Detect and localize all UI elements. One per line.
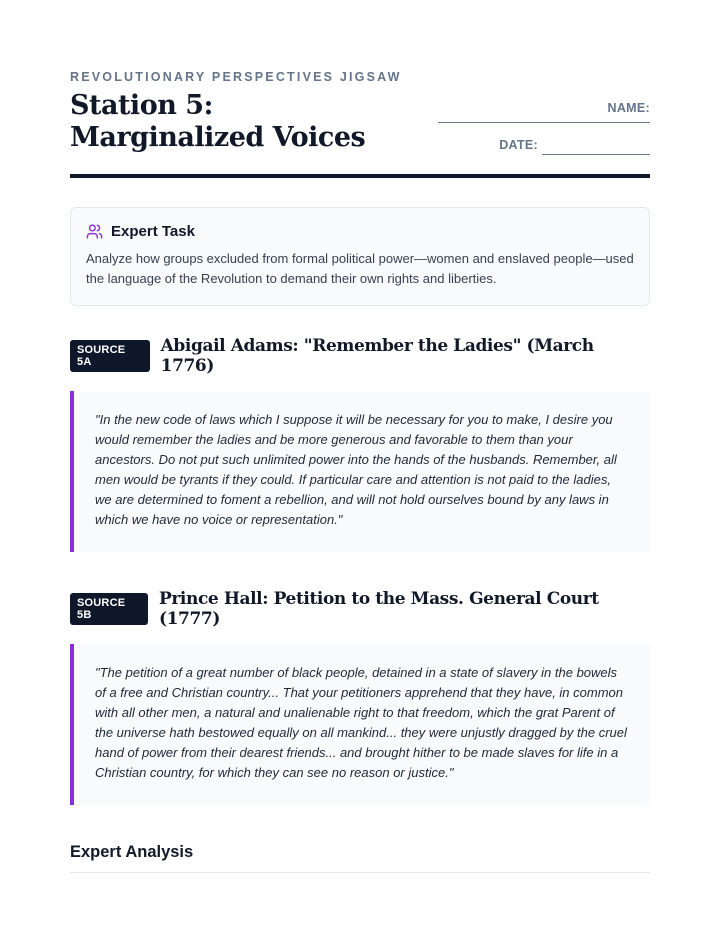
source-5a-badge: SOURCE 5A [70, 340, 150, 372]
source-5b [70, 589, 650, 805]
expert-analysis-section [70, 843, 650, 873]
source-5b-badge: SOURCE 5B [70, 593, 148, 625]
source-5a-title: Abigail Adams: "Remember the Ladies" (March 1776) [160, 336, 594, 376]
expert-task-body: Analyze how groups excluded from formal political power—women and enslaved people—used the language of the Revolution to demand their own rights and liberties. [86, 251, 634, 286]
source-5a-header [70, 336, 650, 376]
expert-task-title: Expert Task [111, 223, 195, 240]
source-5a-quote: "In the new code of laws which I suppose it will be necessary for you to make, I desire you would remember the ladies and be more generous and favorable to them than your ancestors. Do not put such unlimited power into the hands of the husbands. Remember, all men would be tyrants if they could. If particular care and attention is not paid to the ladies, we are determined to foment a rebellion, and will not hold ourselves bound by any laws in which we have no voice or representation." [70, 391, 650, 552]
name-field[interactable] [438, 121, 650, 123]
expert-task-box [70, 207, 650, 306]
worksheet-header [70, 0, 650, 178]
source-5a [70, 336, 650, 552]
source-5b-title: Prince Hall: Petition to the Mass. General Court (1777) [158, 589, 599, 629]
name-label: NAME: [607, 101, 650, 115]
users-icon [86, 223, 103, 240]
page-title: Station 5: Marginalized Voices [70, 90, 366, 153]
student-info [438, 98, 650, 155]
source-5b-quote: "The petition of a great number of black people, detained in a state of slavery in the bowels of a free and Christian country... That your petitioners apprehend that they have, in common with all other men, a natural and unalienable right to that freedom, which the grat Parent of the universe hath bestowed equally on all mankind... they were unjustly dragged by the cruel hand of power from their dearest friends... and brought hither to be made slaves for life in a Christian country, for which they can see no reason or justice." [70, 644, 650, 805]
source-5b-header [70, 589, 650, 629]
date-label: DATE: [499, 138, 538, 152]
date-field[interactable] [542, 140, 650, 155]
analysis-divider [70, 872, 650, 873]
date-row [438, 135, 650, 155]
expert-analysis-title: Expert Analysis [70, 843, 194, 861]
worksheet-eyebrow: REVOLUTIONARY PERSPECTIVES JIGSAW [70, 70, 402, 84]
expert-task-header [86, 223, 634, 240]
